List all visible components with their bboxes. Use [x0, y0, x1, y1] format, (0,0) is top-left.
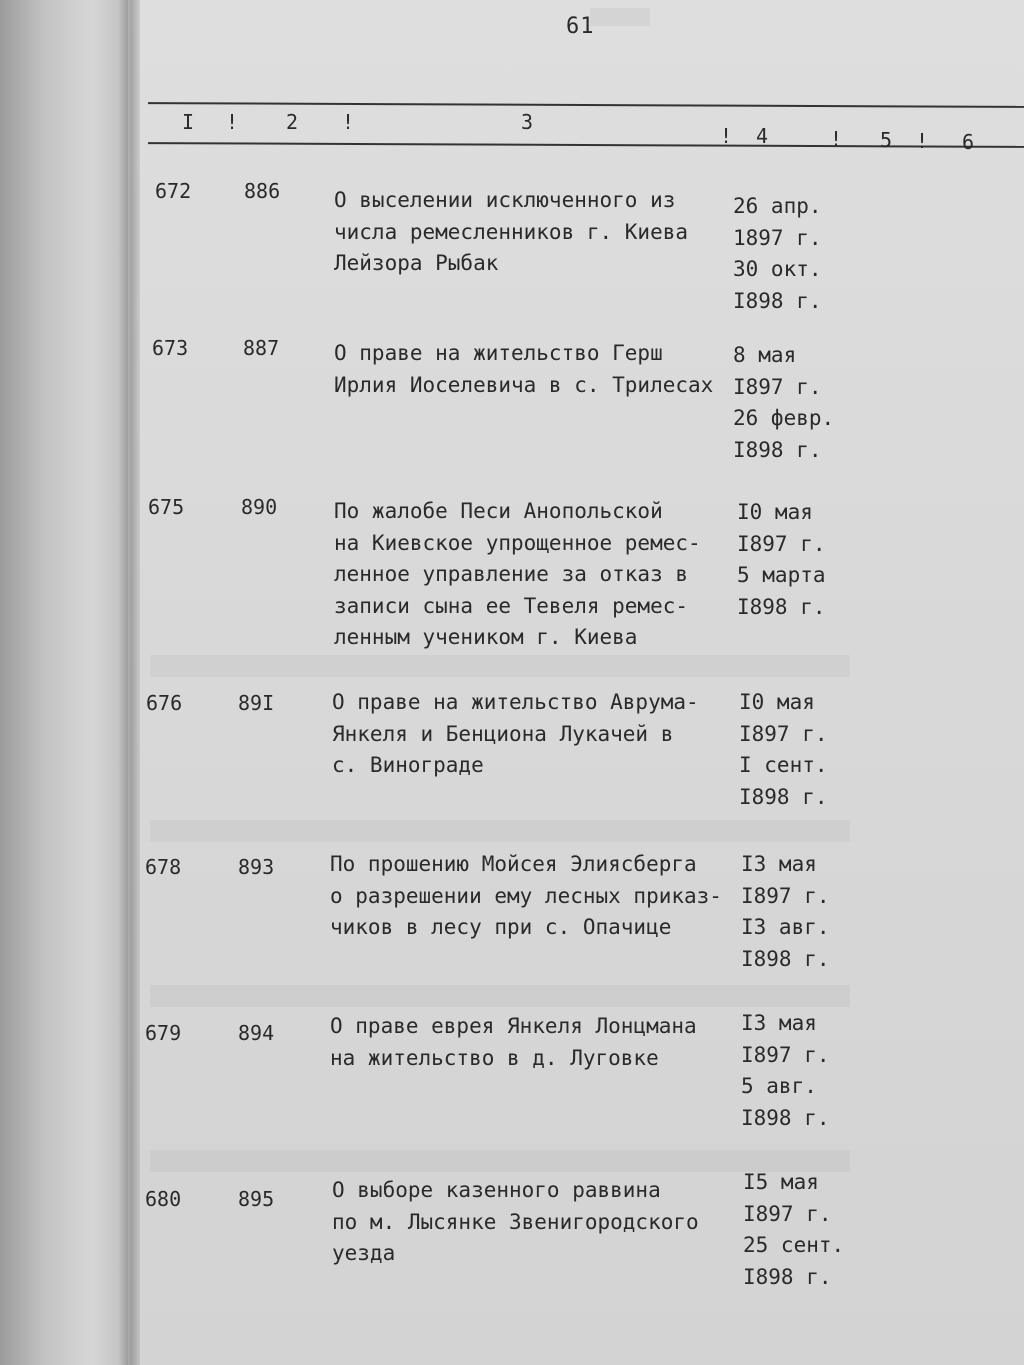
case-dates: I0 мая I897 г. 5 марта I898 г. — [737, 500, 826, 619]
row-number: 672 — [155, 179, 192, 203]
case-dates: I0 мая I897 г. I сент. I898 г. — [739, 690, 828, 809]
page-number: 61 — [566, 14, 595, 39]
case-dates: I5 мая I897 г. 25 сент. I898 г. — [743, 1170, 845, 1289]
file-number: 887 — [243, 336, 280, 360]
bleed-through-mark — [150, 985, 850, 1007]
file-number: 890 — [241, 495, 278, 519]
case-title: О выборе казенного раввина по м. Лысянке Звенигородского уезда — [332, 1178, 699, 1265]
header-col-5: 5 — [880, 128, 893, 152]
header-separator: ! — [830, 127, 843, 151]
header-separator: ! — [226, 110, 239, 134]
case-title: О выселении исключенного из числа ремесленников г. Киева Лейзора Рыбак — [334, 188, 689, 275]
case-dates: I3 мая I897 г. 5 авг. I898 г. — [741, 1011, 830, 1130]
header-separator: ! — [720, 124, 733, 148]
case-dates: 8 мая I897 г. 26 февр. I898 г. — [733, 343, 835, 462]
case-title: По прошению Мойсея Элиясберга о разрешении ему лесных приказ- чиков в лесу при с. Опачице — [330, 852, 722, 939]
header-separator: ! — [342, 110, 355, 134]
case-title: По жалобе Песи Анопольской на Киевское упрощенное ремес- ленное управление за отказ в записи сына ее Тевеля ремес- ленным учеником г. Киева — [334, 499, 701, 649]
row-number: 673 — [152, 336, 189, 360]
row-number: 680 — [145, 1187, 182, 1211]
file-number: 886 — [244, 179, 281, 203]
header-col-3: 3 — [521, 110, 534, 134]
bleed-through-mark — [590, 8, 650, 26]
case-title: О праве на жительство Герш Ирлия Иоселевича в с. Трилесах — [334, 341, 714, 397]
case-dates: 26 апр. 1897 г. 30 окт. I898 г. — [733, 194, 822, 313]
header-col-6: 6 — [962, 130, 975, 154]
row-number: 676 — [146, 691, 183, 715]
row-number: 678 — [145, 855, 182, 879]
file-number: 89I — [238, 691, 275, 715]
bleed-through-mark — [150, 655, 850, 677]
case-dates: I3 мая I897 г. I3 авг. I898 г. — [741, 852, 830, 971]
header-col-2: 2 — [286, 110, 299, 134]
header-col-1: I — [182, 110, 195, 134]
case-title: О праве на жительство Аврума- Янкеля и Бенциона Лукачей в с. Винограде — [332, 690, 699, 777]
file-number: 894 — [238, 1021, 275, 1045]
file-number: 895 — [238, 1187, 275, 1211]
header-col-4: 4 — [756, 124, 769, 148]
row-number: 679 — [145, 1021, 182, 1045]
header-separator: ! — [916, 129, 929, 153]
book-spine — [0, 0, 132, 1365]
row-number: 675 — [148, 495, 185, 519]
bleed-through-mark — [150, 820, 850, 842]
page-gutter-shadow — [118, 0, 140, 1365]
case-title: О праве еврея Янкеля Лонцмана на жительство в д. Луговке — [330, 1014, 697, 1070]
file-number: 893 — [238, 855, 275, 879]
